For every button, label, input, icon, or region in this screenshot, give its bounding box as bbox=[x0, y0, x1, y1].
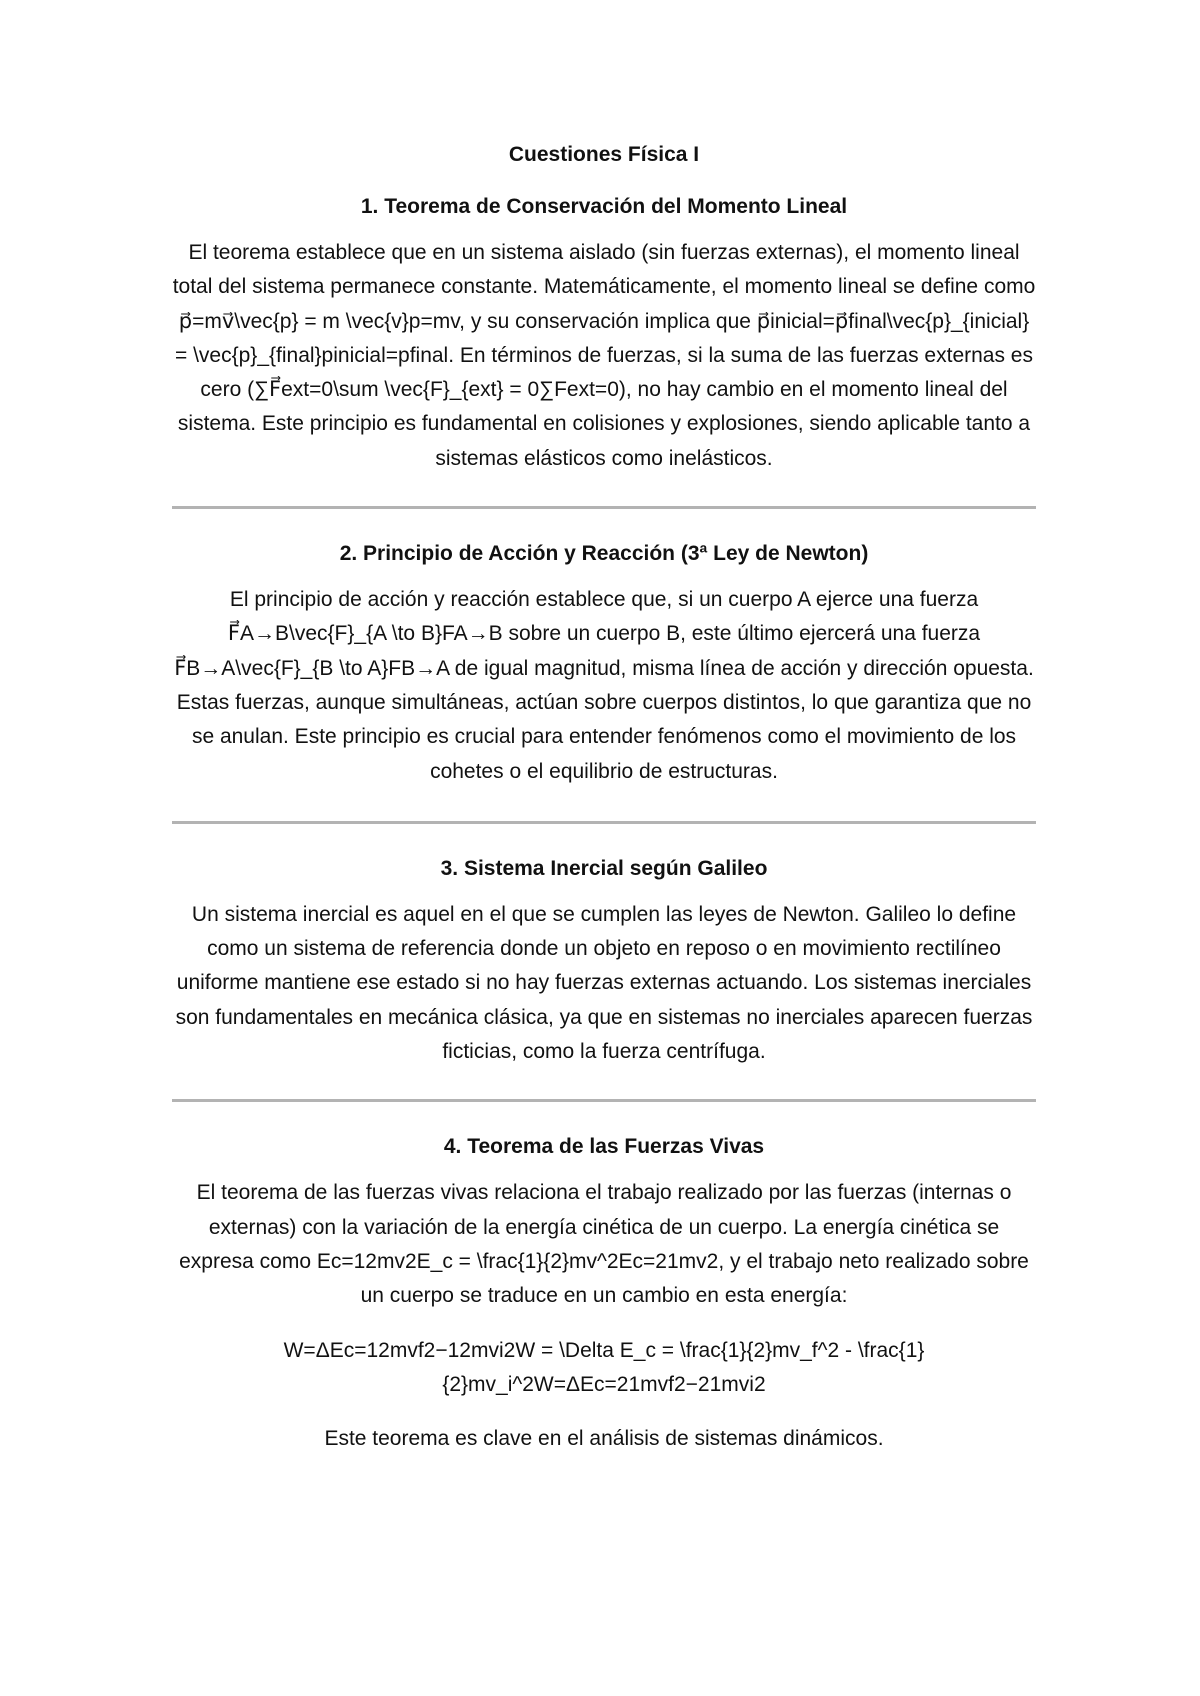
section-divider-1 bbox=[172, 506, 1036, 509]
section-1 bbox=[172, 192, 1036, 476]
section-3 bbox=[172, 854, 1036, 1069]
section-4 bbox=[172, 1132, 1036, 1456]
section-4-heading: 4. Teorema de las Fuerzas Vivas bbox=[443, 1135, 765, 1159]
section-1-heading: 1. Teorema de Conservación del Momento Lineal bbox=[360, 195, 848, 218]
section-4-equation: W=ΔEc=12mvf2−12mvi2W = \Delta E_c = \frac{1}{2}mv_f^2 - \frac{1}{2}mv_i^2W=ΔEc=21mvf2−21mvi2 bbox=[283, 1338, 925, 1396]
section-divider-3 bbox=[172, 1099, 1036, 1102]
document-title: Cuestiones Física I bbox=[508, 143, 700, 166]
section-1-paragraph: El teorema establece que en un sistema aislado (sin fuerzas externas), el momento lineal total del sistema permanece constante. Matemáticamente, el momento lineal se define como p⃗=mv⃗\vec{p} = m \vec{v}p=mv, y su conservación implica que p⃗inicial=p⃗final\vec{p}_{inicial} = \vec{p}_{final}pinicial=pfinal. En términos de fuerzas, si la suma de las fuerzas externas es cero (∑F⃗ext=0\sum \vec{F}_{ext} = 0∑Fext=0), no hay cambio en el momento lineal del sistema. Este principio es fundamental en colisiones y explosiones, siendo aplicable tanto a sistemas elásticos como inelásticos. bbox=[172, 241, 1036, 470]
section-3-heading: 3. Sistema Inercial según Galileo bbox=[440, 856, 768, 880]
section-divider-2 bbox=[172, 821, 1036, 824]
document-page bbox=[172, 140, 1036, 1456]
section-3-paragraph: Un sistema inercial es aquel en el que se cumplen las leyes de Newton. Galileo lo define como un sistema de referencia donde un objeto en reposo o en movimiento rectilíneo uniforme mantiene ese estado si no hay fuerzas externas actuando. Los sistemas inerciales son fundamentales en mecánica clásica, ya que en sistemas no inerciales aparecen fuerzas ficticias, como la fuerza centrífuga. bbox=[175, 902, 1033, 1064]
section-2-heading: 2. Principio de Acción y Reacción (3ª Ley de Newton) bbox=[339, 542, 869, 566]
section-2 bbox=[172, 539, 1036, 789]
section-2-paragraph: El principio de acción y reacción establece que, si un cuerpo A ejerce una fuerza F⃗A→B\vec{F}_{A \to B}FA→B sobre un cuerpo B, este último ejercerá una fuerza F⃗B→A\vec{F}_{B \to A}FB→A de igual magnitud, misma línea de acción y dirección opuesta. Estas fuerzas, aunque simultáneas, actúan sobre cuerpos distintos, lo que garantiza que no se anulan. Este principio es crucial para entender fenómenos como el movimiento de los cohetes o el equilibrio de estructuras. bbox=[174, 588, 1034, 783]
section-4-paragraph: El teorema de las fuerzas vivas relaciona el trabajo realizado por las fuerzas (internas o externas) con la variación de la energía cinética de un cuerpo. La energía cinética se expresa como Ec=12mv2E_c = \frac{1}{2}mv^2Ec=21mv2, y el trabajo neto realizado sobre un cuerpo se traduce en un cambio en esta energía: bbox=[179, 1181, 1029, 1308]
section-4-conclusion: Este teorema es clave en el análisis de sistemas dinámicos. bbox=[324, 1427, 884, 1451]
